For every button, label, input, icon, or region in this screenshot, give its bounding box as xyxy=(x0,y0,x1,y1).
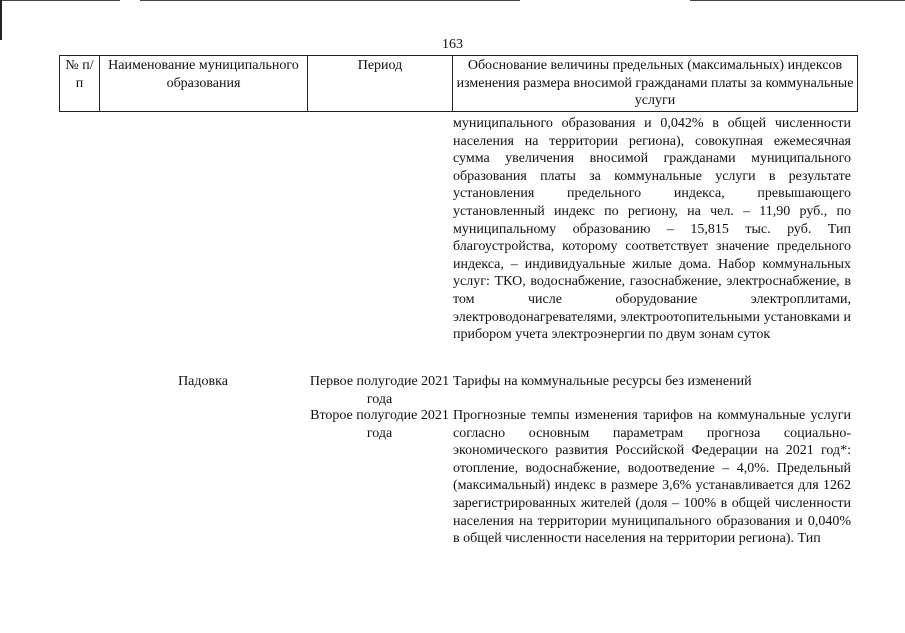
scan-edge-line xyxy=(0,0,120,1)
table-header-row xyxy=(60,56,858,112)
municipality-name: Падовка xyxy=(178,374,228,389)
header-municipality-name: Наименование муниципального образования xyxy=(100,56,308,112)
table-body xyxy=(59,115,857,633)
period-first-half: Первое полугодие 2021 года xyxy=(309,374,450,407)
justification-first-half: Тарифы на коммунальные ресурсы без изменений xyxy=(453,374,752,389)
scan-edge-line xyxy=(140,0,520,1)
period-second-half: Второе полугодие 2021 года xyxy=(310,408,449,441)
document-table xyxy=(59,55,858,112)
justification-second-half: Прогнозные темпы изменения тарифов на коммунальные услуги согласно основным параметрам прогноза социально-экономического развития Российской Федерации на 2021 год*: отопление, водоснабжение, водоотведение – 4,0%. Предельный (максимальный) индекс в размере 3,6% устанавливается для 1262 зарегистрированных жителей (доля – 100% в общей численности населения на территории муниципального образования и 0,040% в общей численности населения на территории региона). Тип xyxy=(453,408,851,547)
scan-edge-mark xyxy=(0,0,2,40)
header-period: Период xyxy=(308,56,453,112)
header-number: № п/п xyxy=(60,56,100,112)
page-number: 163 xyxy=(442,37,463,52)
header-justification: Обоснование величины предельных (максимальных) индексов изменения размера вносимой гражданами платы за коммунальные услуги xyxy=(453,56,858,112)
scan-edge-line xyxy=(690,0,905,1)
continuation-justification-text: муниципального образования и 0,042% в общей численности населения на территории региона), совокупная ежемесячная сумма увеличения вносимой гражданами муниципального образования платы за коммунальные услуги в результате установления предельного индекса, превышающего установленный индекс по региону, на чел. – 11,90 руб., по муниципальному образованию – 15,815 тыс. руб. Тип благоустройства, которому соответствует значение предельного индекса, – индивидуальные жилые дома. Набор коммунальных услуг: ТКО, водоснабжение, газоснабжение, электроснабжение, в том числе оборудование электроплитами, электроводонагревателями, электроотопительными установками и прибором учета электроэнергии по двум зонам суток xyxy=(453,116,851,343)
